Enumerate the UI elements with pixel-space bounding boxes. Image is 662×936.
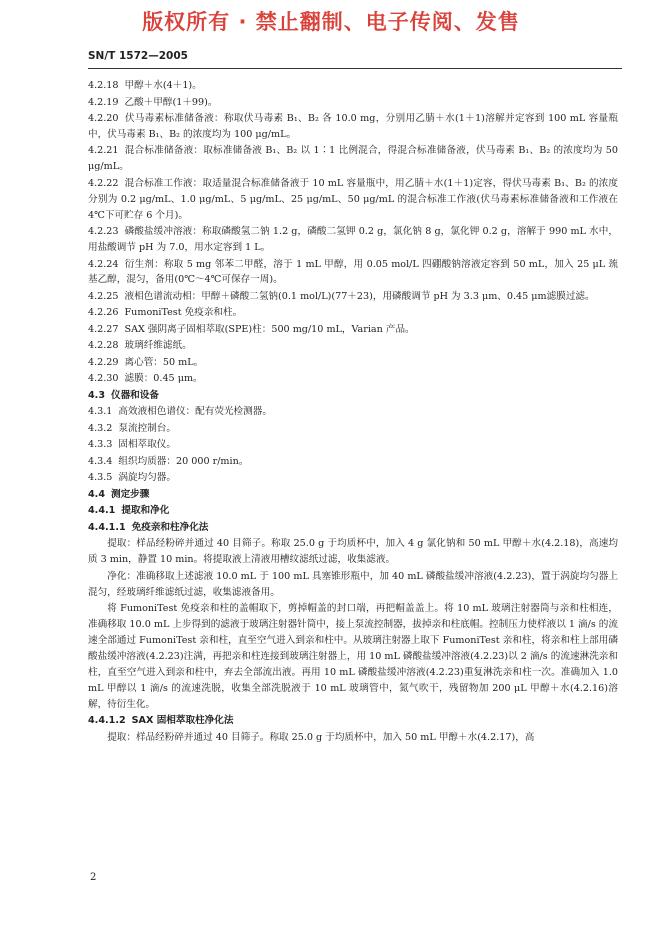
paragraph (88, 470, 618, 486)
clause-text: 乙酸＋甲醇(1＋99)。 (124, 96, 218, 108)
clause-number: 4.2.30 (88, 373, 119, 385)
clause-number: 4.2.28 (88, 340, 119, 352)
page-number: 2 (90, 872, 97, 883)
paragraph (88, 421, 618, 437)
paragraph (88, 404, 618, 420)
clause-text: 玻璃纤维滤纸。 (124, 340, 192, 352)
clause-text: 固相萃取仪。 (118, 439, 176, 451)
paragraph (88, 322, 618, 338)
paragraph (88, 257, 618, 289)
clause-text: 液相色谱流动相：甲醇＋磷酸二氢钠(0.1 mol/L)(77＋23)，用磷酸调节 pH 为 3.3 μm、0.45 μm滤膜过滤。 (124, 290, 595, 302)
clause-text: SAX 固相萃取柱净化法 (131, 715, 234, 727)
clause-number: 4.2.23 (88, 226, 119, 238)
clause-number: 4.3.3 (88, 439, 113, 451)
clause-number: 4.4.1.2 (88, 715, 126, 727)
clause-number: 4.2.29 (88, 356, 119, 368)
paragraph (88, 289, 618, 305)
clause-text: 泵流控制台。 (118, 422, 176, 434)
clause-number: 4.2.27 (88, 323, 119, 335)
clause-text: 提取和净化 (121, 505, 170, 517)
paragraph (88, 224, 618, 256)
watermark-banner: 版权所有 · 禁止翻制、电子传阅、发售 (142, 10, 520, 34)
section-heading (88, 503, 618, 519)
clause-text: FumoniTest 免疫亲和柱。 (124, 307, 243, 319)
paragraph (88, 111, 618, 143)
clause-text: 高效液相色谱仪：配有荧光检测器。 (118, 406, 272, 418)
clause-text: 离心管：50 mL。 (124, 356, 204, 368)
clause-text: 仪器和设备 (111, 389, 159, 401)
clause-number: 4.4.1.1 (88, 521, 126, 533)
standard-code: SN/T 1572—2005 (88, 50, 188, 62)
section-heading (88, 713, 618, 729)
clause-text: 混合标准工作液：取适量混合标准储备液于 10 mL 容量瓶中，用乙腈＋水(1＋1)定容，得伏马毒素 B₁、B₂ 的浓度分别为 0.2 μg/mL、1.0 μg/mL、5 μg/mL、25 μg/mL、50 μg/mL 的混合标准工作液(伏马毒素标准储备液和工作液在 4℃下可贮存 6 个月)。 (88, 177, 618, 221)
paragraph (88, 454, 618, 470)
paragraph (88, 95, 618, 111)
paragraph (88, 143, 618, 175)
clause-text: 测定步骤 (111, 488, 150, 500)
clause-number: 4.2.22 (88, 177, 119, 189)
paragraph (88, 305, 618, 321)
clause-text: 将 FumoniTest 免疫亲和柱的盖帽取下，剪掉帽盖的封口端，再把帽盖盖上。将 10 mL 玻璃注射器筒与亲和柱相连，准确移取 10.0 mL 上步得到的滤液于玻璃注射器针筒中，接上泵流控制器，拔掉亲和柱底帽。控制压力使样液以 1 滴/s 的流速全部通过 FumoniTest 亲和柱，直至空气进入到亲和柱中。从玻璃注射器上取下 FumoniTest 亲和柱，将亲和柱上部用磷酸盐缓冲溶液(4.2.23)注满，再把亲和柱连接到玻璃注射器上，用 10 mL 磷酸盐缓冲溶液(4.2.23)以 2 滴/s 的流速淋洗亲和柱，直至空气进入到亲和柱中，弃去全部流出液。再用 10 mL 磷酸盐缓冲溶液(4.2.23)重复淋洗亲和柱一次。准确加入 1.0 mL 甲醇以 1 滴/s 的流速洗脱，收集全部洗脱液于 10 mL 玻璃管中，氮气吹干，残留物加 200 μL 甲醇＋水(4.2.16)溶解，待衍生化。 (88, 603, 618, 710)
paragraph (88, 536, 618, 568)
clause-text: 涡旋均匀器。 (118, 472, 176, 484)
clause-text: 甲醇＋水(4＋1)。 (124, 80, 202, 91)
paragraph (88, 176, 618, 224)
paragraph (88, 730, 618, 746)
clause-number: 4.2.21 (88, 145, 119, 157)
clause-text: 提取：样品经粉碎并通过 40 目筛子。称取 25.0 g 于均质杯中，加入 4 g 氯化钠和 50 mL 甲醇＋水(4.2.18)，高速均质 3 min，静置 10 min。将提取液上清液用槽纹滤纸过滤，收集滤液。 (88, 538, 618, 566)
clause-text: 伏马毒素标准储备液：称取伏马毒素 B₁、B₂ 各 10.0 mg，分别用乙腈＋水(1＋1)溶解并定容到 100 mL 容量瓶中，伏马毒素 B₁、B₂ 的浓度均为 100 μg/mL。 (88, 113, 618, 140)
clause-number: 4.4 (88, 488, 105, 500)
clause-text: 滤膜：0.45 μm。 (124, 373, 203, 385)
clause-number: 4.3.2 (88, 422, 113, 434)
section-heading (88, 388, 618, 404)
clause-number: 4.2.20 (88, 113, 119, 124)
clause-number: 4.2.25 (88, 290, 119, 302)
paragraph (88, 78, 618, 94)
clause-text: 组织均质器：20 000 r/min。 (118, 455, 249, 467)
clause-number: 4.2.24 (88, 258, 119, 270)
paragraph (88, 569, 618, 601)
clause-text: 免疫亲和柱净化法 (131, 521, 209, 533)
paragraph (88, 355, 618, 371)
section-heading (88, 520, 618, 536)
clause-number: 4.2.26 (88, 307, 119, 319)
section-heading (88, 487, 618, 503)
paragraph (88, 601, 618, 712)
clause-text: 提取：样品经粉碎并通过 40 目筛子。称取 25.0 g 于均质杯中，加入 50 mL 甲醇＋水(4.2.17)，高 (107, 731, 535, 743)
clause-number: 4.2.19 (88, 96, 119, 108)
paragraph (88, 437, 618, 453)
clause-text: 混合标准储备液：取标准储备液 B₁、B₂ 以 1∶1 比例混合，得混合标准储备液，伏马毒素 B₁、B₂ 的浓度均为 50 μg/mL。 (88, 145, 618, 173)
clause-text: 净化：准确移取上述滤液 10.0 mL 于 100 mL 具塞锥形瓶中，加 40 mL 磷酸盐缓冲溶液(4.2.23)，置于涡旋均匀器上混匀，经玻璃纤维滤纸过滤，收集滤液备用。 (88, 570, 618, 598)
paragraph (88, 338, 618, 354)
paragraph (88, 371, 618, 387)
clause-number: 4.4.1 (88, 505, 116, 517)
clause-number: 4.3.5 (88, 472, 113, 484)
header-rule (88, 68, 622, 69)
clause-text: 磷酸盐缓冲溶液：称取磷酸氢二钠 1.2 g，磷酸二氢钾 0.2 g，氯化钠 8 g，氯化钾 0.2 g，溶解于 990 mL 水中，用盐酸调节 pH 为 7.0，用水定容到 1 L。 (88, 226, 618, 254)
document-body (88, 78, 618, 746)
clause-number: 4.3.1 (88, 406, 113, 418)
clause-number: 4.2.18 (88, 80, 119, 91)
clause-text: SAX 强阴离子固相萃取(SPE)柱：500 mg/10 mL，Varian 产品。 (124, 323, 415, 335)
clause-text: 衍生剂：称取 5 mg 邻苯二甲醛，溶于 1 mL 甲醇，用 0.05 mol/L 四硼酸钠溶液定容到 50 mL，加入 25 μL 巯基乙醇，混匀，备用(0℃～4℃可保存一周)。 (88, 258, 618, 286)
clause-number: 4.3 (88, 389, 105, 401)
clause-number: 4.3.4 (88, 455, 113, 467)
